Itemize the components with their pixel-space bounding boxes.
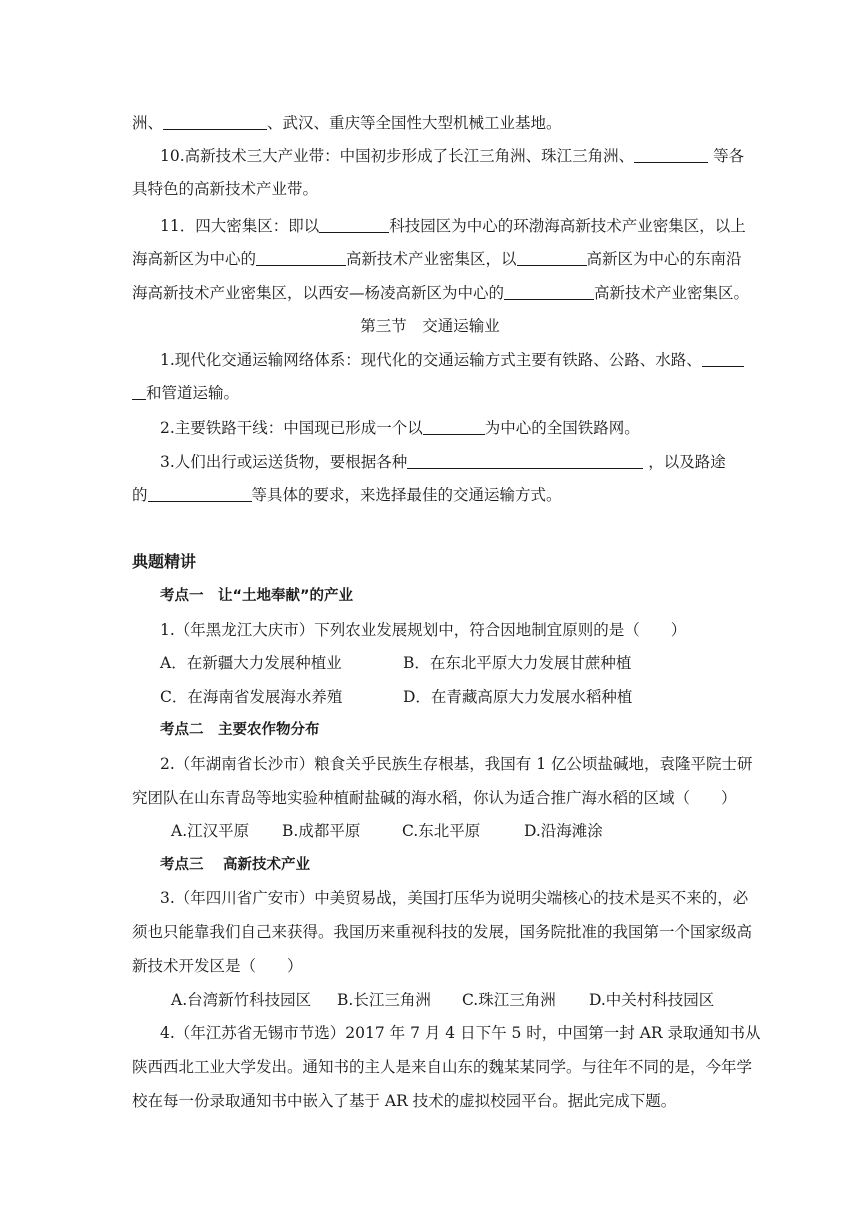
text-line [132, 249, 742, 269]
question-text: 3.（年四川省广安市）中美贸易战，美国打压华为说明尖端核心的技术是买不来的，必 [160, 889, 749, 907]
question-text: 陕西西北工业大学发出。通知书的主人是来自山东的魏某某同学。与往年不同的是，今年学 [132, 1058, 753, 1076]
option-a[interactable]: A.江汉平原 [171, 822, 250, 840]
text: 高新技术产业密集区，以 [346, 250, 517, 268]
topic-heading: 考点一 让“土地奉献”的产业 [160, 588, 354, 604]
fill-blank[interactable] [163, 114, 267, 130]
fill-blank[interactable] [702, 351, 744, 367]
text: 、武汉、重庆等全国性大型机械工业基地。 [267, 114, 562, 132]
topic-heading: 考点二 主要农作物分布 [160, 722, 320, 738]
text-line [160, 452, 760, 472]
text: 高新区为中心的东南沿 [586, 250, 742, 268]
question-text: 须也只能靠我们自己来获得。我国历来重视科技的发展，国务院批准的我国第一个国家级高 [132, 923, 753, 941]
fill-blank[interactable] [504, 284, 594, 300]
option-b[interactable]: B.成都平原 [282, 822, 361, 840]
section-title: 第三节 交通运输业 [360, 317, 500, 335]
text: 2.主要铁路干线：中国现已形成一个以 [160, 419, 423, 437]
option-c[interactable]: C.珠江三角洲 [462, 991, 556, 1009]
text-line [132, 383, 732, 403]
fill-blank[interactable] [407, 453, 643, 469]
text: 洲、 [132, 114, 164, 132]
fill-blank[interactable] [319, 217, 389, 233]
question-text: 校在每一份录取通知书中嵌入了基于 AR 技术的虚拟校园平台。据此完成下题。 [132, 1092, 677, 1110]
question-text: 1.（年黑龙江大庆市）下列农业发展规划中，符合因地制宜原则的是（ ） [160, 621, 687, 639]
fill-blank[interactable] [423, 419, 485, 435]
fill-blank[interactable] [517, 250, 587, 266]
text: ，以及路途 [643, 453, 726, 471]
option-d[interactable]: D.中关村科技园区 [589, 991, 715, 1009]
fill-blank[interactable] [148, 486, 252, 502]
text-line [160, 418, 760, 438]
question-text: 新技术开发区是（ ） [132, 957, 303, 975]
text-line [160, 216, 760, 236]
text-line [160, 146, 760, 166]
text: 等各 [708, 147, 745, 165]
option-a[interactable]: A.台湾新竹科技园区 [171, 991, 312, 1009]
text: 11．四大密集区：即以 [160, 217, 320, 235]
text: 海高新区为中心的 [132, 250, 257, 268]
option-a[interactable]: A．在新疆大力发展种植业 [160, 654, 342, 672]
text: 海高新技术产业密集区，以西安—杨凌高新区为中心的 [132, 284, 505, 302]
question-text: 2.（年湖南省长沙市）粮食关乎民族生存根基，我国有 1 亿公顷盐碱地，袁隆平院士研 [160, 755, 753, 773]
text: 高新技术产业密集区。 [594, 284, 750, 302]
question-text: 究团队在山东青岛等地实验种植耐盐碱的海水稻，你认为适合推广海水稻的区域（ ） [132, 789, 737, 807]
text: 3.人们出行或运送货物，要根据各种 [160, 453, 408, 471]
option-d[interactable]: D.沿海滩涂 [524, 822, 603, 840]
text-line [132, 485, 732, 505]
option-d[interactable]: D．在青藏高原大力发展水稻种植 [403, 688, 633, 706]
fill-blank[interactable] [132, 384, 146, 400]
text: 为中心的全国铁路网。 [484, 419, 640, 437]
text: 科技园区为中心的环渤海高新技术产业密集区，以上 [389, 217, 746, 235]
text: 等具体的要求，来选择最佳的交通运输方式。 [251, 486, 562, 504]
text-line [132, 113, 732, 133]
topic-heading: 考点三 高新技术产业 [160, 857, 311, 873]
exam-section-title: 典题精讲 [132, 552, 197, 571]
text-line [132, 283, 750, 303]
option-c[interactable]: C.东北平原 [402, 822, 481, 840]
option-b[interactable]: B．在东北平原大力发展甘蔗种植 [403, 654, 632, 672]
text: 10.高新技术三大产业带：中国初步形成了长江三角洲、珠江三角洲、 [160, 147, 635, 165]
fill-blank[interactable] [256, 250, 346, 266]
text: 和管道运输。 [146, 384, 240, 402]
option-b[interactable]: B.长江三角洲 [337, 991, 431, 1009]
text-line: 具特色的高新技术产业带。 [132, 180, 319, 198]
fill-blank[interactable] [634, 147, 708, 163]
text: 1.现代化交通运输网络体系：现代化的交通运输方式主要有铁路、公路、水路、 [160, 351, 702, 369]
text: 的 [132, 486, 148, 504]
option-c[interactable]: C．在海南省发展海水养殖 [160, 688, 343, 706]
question-text: 4.（年江苏省无锡市节选）2017 年 7 月 4 日下午 5 时，中国第一封 AR 录取通知书从 [160, 1024, 761, 1042]
text-line [160, 350, 760, 370]
